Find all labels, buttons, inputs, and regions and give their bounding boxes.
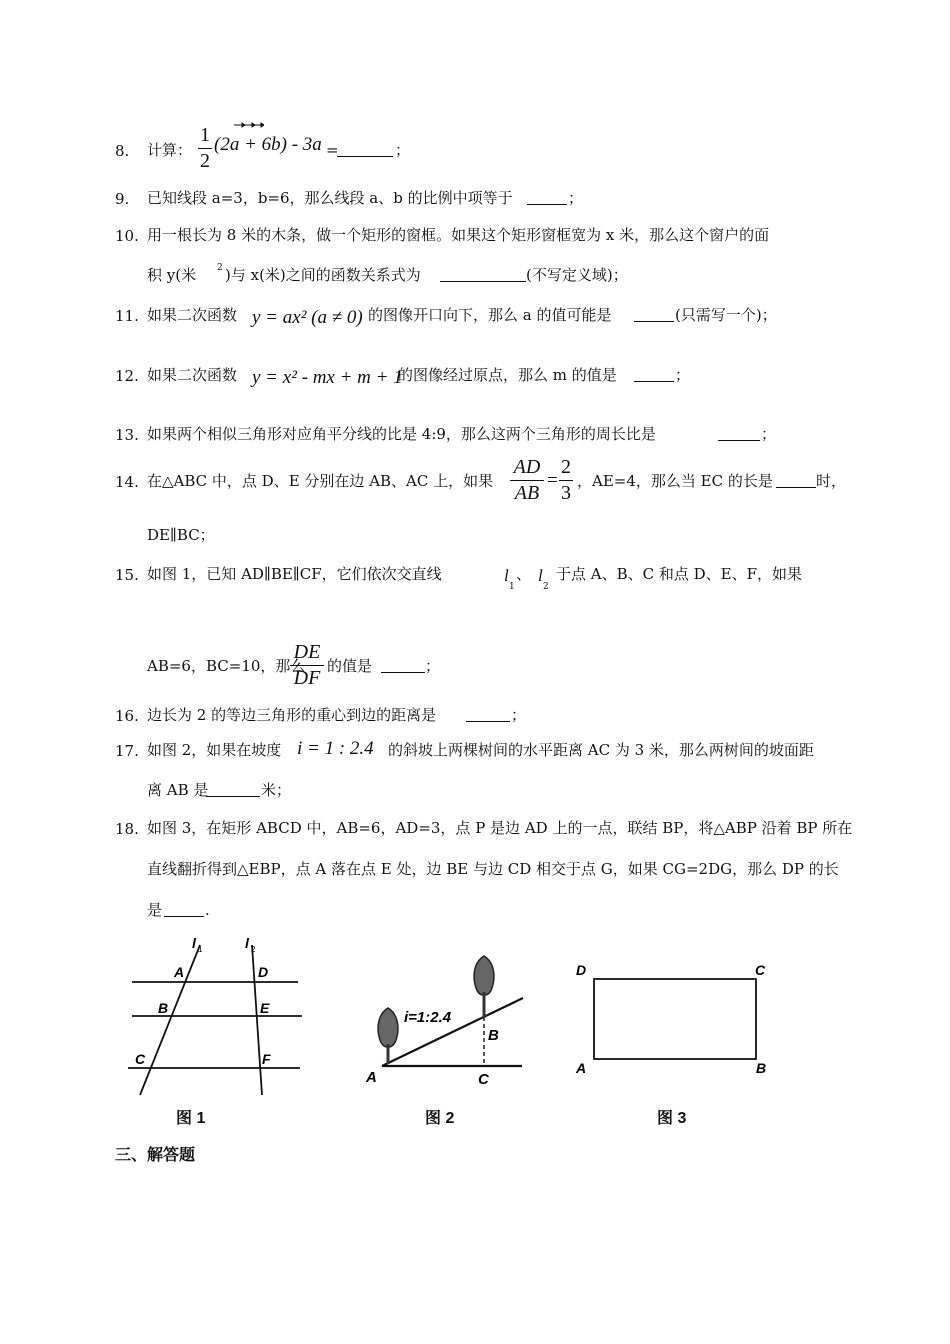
q14-fraction-ad-ab bbox=[510, 456, 544, 505]
q14-frac2-denominator: 3 bbox=[561, 482, 571, 504]
question-14-suffix: ，AE=4，那么当 EC 的长是 bbox=[577, 472, 773, 490]
answer-blank[interactable] bbox=[634, 367, 674, 382]
q15-fraction-de-df bbox=[290, 641, 324, 690]
question-12-suffix: 的图像经过原点，那么 m 的值是 bbox=[398, 366, 617, 384]
figure-3 bbox=[570, 955, 780, 1085]
question-10-line2-b: )与 x(米)之间的函数关系式为 bbox=[225, 266, 421, 284]
tree-icon bbox=[474, 956, 494, 1018]
question-12-prefix: 如果二次函数 bbox=[147, 366, 238, 384]
question-17-line2-a: 离 AB 是 bbox=[147, 781, 209, 799]
question-number: 11. bbox=[115, 307, 139, 325]
q15-end: ； bbox=[425, 657, 441, 675]
q10-superscript: 2 bbox=[217, 263, 223, 273]
q8-expression: (2a + 6b) - 3a bbox=[214, 134, 322, 155]
q14-end: 时， bbox=[816, 472, 847, 490]
q15-separator: 、 bbox=[516, 565, 532, 583]
q15-l1-sub: 1 bbox=[509, 582, 515, 592]
question-number: 15. bbox=[115, 566, 139, 584]
label-b: B bbox=[756, 1060, 767, 1076]
q8-fraction bbox=[198, 124, 212, 173]
label-l2-sub: 2 bbox=[251, 945, 256, 954]
question-10-line2-c: (不写定义域)； bbox=[526, 266, 628, 284]
line-l1 bbox=[140, 945, 200, 1095]
q17-formula: i = 1 : 2.4 bbox=[297, 738, 374, 759]
question-14-line2: DE∥BC； bbox=[147, 526, 215, 544]
question-10-line1: 用一根长为 8 米的木条，做一个矩形的窗框。如果这个矩形窗框宽为 x 米，那么这个窗户的面 bbox=[147, 226, 770, 244]
answer-blank[interactable] bbox=[164, 902, 204, 917]
figure-2 bbox=[360, 948, 530, 1090]
question-14-prefix: 在△ABC 中，点 D、E 分别在边 AB、AC 上，如果 bbox=[147, 472, 494, 490]
question-15-suffix: 于点 A、B、C 和点 D、E、F，如果 bbox=[556, 565, 803, 583]
question-16-text: 边长为 2 的等边三角形的重心到边的距离是 bbox=[147, 706, 437, 724]
answer-blank[interactable] bbox=[634, 307, 674, 322]
q14-fraction-2-3 bbox=[559, 456, 573, 505]
question-10-line2-a: 积 y(米 bbox=[147, 266, 197, 284]
answer-blank[interactable] bbox=[527, 190, 567, 205]
q14-equals: = bbox=[547, 470, 558, 491]
question-15-line2-a: AB=6，BC=10，那么 bbox=[147, 657, 306, 675]
question-number: 8. bbox=[115, 142, 130, 160]
question-11-suffix: 的图像开口向下，那么 a 的值可能是 bbox=[368, 306, 612, 324]
answer-blank[interactable] bbox=[776, 473, 816, 488]
q12-end: ； bbox=[675, 366, 691, 384]
label-l1-sub: 1 bbox=[198, 945, 203, 954]
slope-label: i=1:2.4 bbox=[404, 1009, 452, 1026]
vector-arrows bbox=[232, 120, 264, 130]
label-d: D bbox=[258, 964, 269, 980]
answer-blank[interactable] bbox=[337, 142, 393, 157]
question-15-line2-b: 的值是 bbox=[327, 657, 373, 675]
rectangle-abcd bbox=[594, 979, 756, 1059]
q8-equals: = bbox=[326, 141, 339, 159]
label-d: D bbox=[576, 962, 587, 978]
q11-end: (只需写一个)； bbox=[675, 306, 777, 324]
question-18-line1: 如图 3，在矩形 ABCD 中，AB=6，AD=3，点 P 是边 AD 上的一点，联结 BP，将△ABP 沿着 BP 所在 bbox=[147, 819, 853, 837]
figure-1 bbox=[120, 930, 320, 1100]
answer-blank[interactable] bbox=[466, 707, 510, 722]
figure-2-caption: 图 2 bbox=[425, 1110, 455, 1127]
question-8-prefix: 计算： bbox=[147, 141, 193, 159]
question-number: 13. bbox=[115, 426, 139, 444]
q8-frac-numerator: 1 bbox=[200, 124, 210, 146]
question-18-line3-b: . bbox=[205, 901, 210, 919]
label-e: E bbox=[260, 1000, 270, 1016]
label-b: B bbox=[488, 1027, 499, 1044]
q15-l2: l bbox=[538, 566, 543, 585]
label-c: C bbox=[135, 1051, 146, 1067]
question-17-suffix: 的斜坡上两棵树间的水平距离 AC 为 3 米，那么两树间的坡面距 bbox=[388, 741, 814, 759]
question-13-text: 如果两个相似三角形对应角平分线的比是 4:9，那么这两个三角形的周长比是 bbox=[147, 425, 656, 443]
answer-blank[interactable] bbox=[718, 426, 760, 441]
tree-icon bbox=[378, 1008, 398, 1064]
figure-1-caption: 图 1 bbox=[176, 1110, 206, 1127]
q12-formula: y = x² - mx + m + 1 bbox=[252, 367, 403, 388]
label-c: C bbox=[755, 962, 766, 978]
label-l2: l bbox=[245, 935, 249, 951]
question-number: 14. bbox=[115, 473, 139, 491]
question-17-line2-b: 米； bbox=[261, 781, 292, 799]
question-11-prefix: 如果二次函数 bbox=[147, 306, 238, 324]
q15-frac-numerator: DE bbox=[293, 641, 321, 663]
label-l1: l bbox=[192, 935, 196, 951]
q11-formula: y = ax² (a ≠ 0) bbox=[252, 307, 363, 328]
question-number: 12. bbox=[115, 367, 139, 385]
label-a: A bbox=[366, 1069, 377, 1086]
q14-frac1-numerator: AD bbox=[513, 456, 541, 478]
q13-end: ； bbox=[761, 425, 777, 443]
answer-blank[interactable] bbox=[206, 782, 260, 797]
label-a: A bbox=[576, 1060, 587, 1076]
question-18-line3-a: 是 bbox=[147, 901, 163, 919]
question-number: 18. bbox=[115, 820, 139, 838]
question-number: 17. bbox=[115, 742, 139, 760]
label-c: C bbox=[478, 1071, 489, 1088]
answer-blank[interactable] bbox=[381, 658, 425, 673]
q8-end: ； bbox=[395, 141, 411, 159]
question-number: 10. bbox=[115, 227, 139, 245]
label-b: B bbox=[158, 1000, 169, 1016]
question-9-text: 已知线段 a=3，b=6，那么线段 a、b 的比例中项等于 bbox=[147, 189, 513, 207]
q9-end: ； bbox=[568, 189, 584, 207]
q8-frac-denominator: 2 bbox=[200, 150, 210, 172]
q16-end: ； bbox=[511, 706, 527, 724]
q15-frac-denominator: DF bbox=[293, 667, 321, 689]
q14-frac1-denominator: AB bbox=[514, 482, 540, 504]
question-17-prefix: 如图 2，如果在坡度 bbox=[147, 741, 282, 759]
question-number: 9. bbox=[115, 190, 130, 208]
q14-frac2-numerator: 2 bbox=[561, 456, 571, 478]
q15-l2-sub: 2 bbox=[543, 582, 549, 592]
figure-3-caption: 图 3 bbox=[657, 1110, 687, 1127]
q15-l1: l bbox=[504, 566, 509, 585]
question-number: 16. bbox=[115, 707, 139, 725]
question-18-line2: 直线翻折得到△EBP，点 A 落在点 E 处，边 BE 与边 CD 相交于点 G，如果 CG=2DG，那么 DP 的长 bbox=[147, 860, 839, 878]
label-f: F bbox=[262, 1051, 271, 1067]
section-title: 三、解答题 bbox=[115, 1147, 196, 1164]
answer-blank[interactable] bbox=[440, 267, 526, 282]
label-a: A bbox=[174, 964, 185, 980]
question-15-prefix: 如图 1，已知 AD∥BE∥CF，它们依次交直线 bbox=[147, 565, 442, 583]
